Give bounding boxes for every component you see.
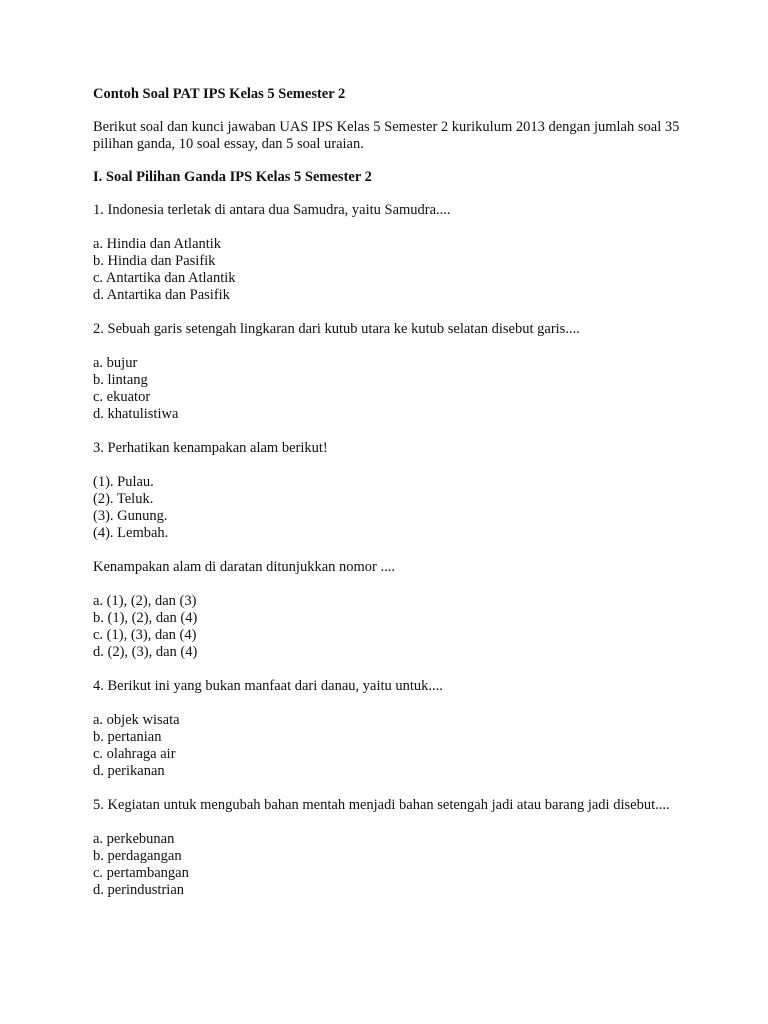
question-4 bbox=[93, 678, 713, 780]
question-5 bbox=[93, 797, 713, 899]
option-c: c. (1), (3), dan (4) bbox=[93, 627, 197, 643]
option-a: a. objek wisata bbox=[93, 712, 180, 728]
document-page bbox=[93, 86, 713, 899]
list-item-1: (1). Pulau. bbox=[93, 474, 154, 490]
option-c: c. Antartika dan Atlantik bbox=[93, 270, 236, 286]
option-b: b. perdagangan bbox=[93, 848, 182, 864]
option-c: c. pertambangan bbox=[93, 865, 189, 881]
section-heading: I. Soal Pilihan Ganda IPS Kelas 5 Semester 2 bbox=[93, 169, 372, 185]
option-d: d. perikanan bbox=[93, 763, 165, 779]
list-item-3: (3). Gunung. bbox=[93, 508, 168, 524]
question-text: 1. Indonesia terletak di antara dua Samudra, yaitu Samudra.... bbox=[93, 202, 451, 218]
option-b: b. lintang bbox=[93, 372, 148, 388]
option-a: a. (1), (2), dan (3) bbox=[93, 593, 197, 609]
option-d: d. perindustrian bbox=[93, 882, 185, 898]
intro-paragraph: Berikut soal dan kunci jawaban UAS IPS Kelas 5 Semester 2 kurikulum 2013 dengan jumlah soal 35 pilihan ganda, 10 soal essay, dan 5 soal uraian. bbox=[93, 119, 680, 152]
option-c: c. olahraga air bbox=[93, 746, 176, 762]
option-b: b. Hindia dan Pasifik bbox=[93, 253, 216, 269]
question-prompt: Kenampakan alam di daratan ditunjukkan nomor .... bbox=[93, 559, 395, 575]
document-title: Contoh Soal PAT IPS Kelas 5 Semester 2 bbox=[93, 86, 346, 102]
question-3 bbox=[93, 440, 713, 661]
option-a: a. Hindia dan Atlantik bbox=[93, 236, 222, 252]
option-d: d. khatulistiwa bbox=[93, 406, 179, 422]
list-item-4: (4). Lembah. bbox=[93, 525, 169, 541]
question-text: 2. Sebuah garis setengah lingkaran dari kutub utara ke kutub selatan disebut garis.... bbox=[93, 321, 580, 337]
option-a: a. bujur bbox=[93, 355, 138, 371]
option-a: a. perkebunan bbox=[93, 831, 175, 847]
list-item-2: (2). Teluk. bbox=[93, 491, 154, 507]
option-d: d. Antartika dan Pasifik bbox=[93, 287, 230, 303]
option-c: c. ekuator bbox=[93, 389, 151, 405]
question-text: 5. Kegiatan untuk mengubah bahan mentah menjadi bahan setengah jadi atau barang jadi disebut.... bbox=[93, 797, 670, 813]
question-2 bbox=[93, 321, 713, 423]
option-d: d. (2), (3), dan (4) bbox=[93, 644, 198, 660]
option-b: b. pertanian bbox=[93, 729, 162, 745]
question-text: 3. Perhatikan kenampakan alam berikut! bbox=[93, 440, 328, 456]
question-text: 4. Berikut ini yang bukan manfaat dari danau, yaitu untuk.... bbox=[93, 678, 443, 694]
option-b: b. (1), (2), dan (4) bbox=[93, 610, 198, 626]
question-1 bbox=[93, 202, 713, 304]
